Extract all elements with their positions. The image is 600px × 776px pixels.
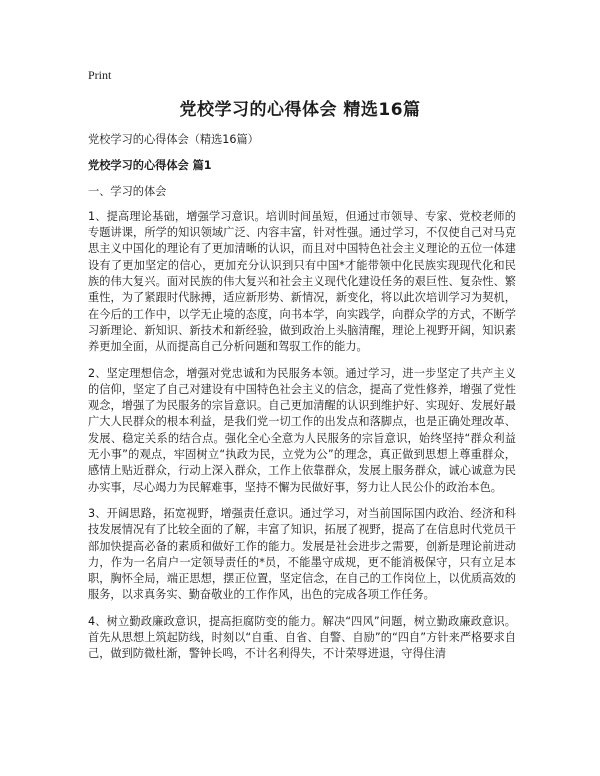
paragraph-2: 2、坚定理想信念，增强对党忠诚和为民服务本领。通过学习，进一步坚定了共产主义的信仰，坚定了自己对建设有中国特色社会主义的信念，提高了党性修养，增强了党性观念，增强了为民服务的宗旨意识。自己更加清醒的认识到维护好、实现好、发展好最广大人民群众的根本利益，是我们党一切工作的出发点和落脚点，也是正确处理改革、发展、稳定关系的结合点。强化全心全意为人民服务的宗旨意识，始终坚持“群众利益无小事”的观点，牢固树立“执政为民，立党为公”的理念，真正做到思想上尊重群众，感情上贴近群众，行动上深入群众，工作上依靠群众，发展上服务群众，诚心诚意为民办实事，尽心竭力为民解难事，坚持不懈为民做好事，努力让人民公仆的政治本色。: [88, 366, 516, 494]
paragraph-1: 1、提高理论基础，增强学习意识。培训时间虽短，但通过市领导、专家、党校老师的专题讲课，所学的知识领域广泛、内容丰富，针对性强。通过学习，不仅使自己对马克思主义中国化的理论有了更加清晰的认识，而且对中国特色社会主义理论的五位一体建设有了更加坚定的信心，更加充分认识到只有中国*才能带领中化民族实现现代化和民族的伟大复兴。面对民族的伟大复兴和社会主义现代化建设任务的艰巨性、复杂性、繁重性，为了紧跟时代脉搏，适应新形势、新情况，新变化，将以此次培训学习为契机，在今后的工作中，以学无止境的态度，向书本学，向实践学，向群众学的方式，不断学习新理论、新知识、新技术和新经验，做到政治上头脑清醒，理论上视野开阔，知识素养更加全面，从而提高自己分析问题和驾驭工作的能力。: [88, 209, 516, 354]
paragraph-3: 3、开阔思路，拓宽视野，增强责任意识。通过学习，对当前国际国内政治、经济和科技发展情况有了比较全面的了解，丰富了知识，拓展了视野，提高了在信息时代党员干部加快提高必备的素质和做好工作的能力。发展是社会进步之需要，创新是理论前进动力，作为一名肩户一定领导责任的*员，不能墨守成规，更不能消极保守，只有立足本职，胸怀全局，端正思想，摆正位置，坚定信念，在自己的工作岗位上，以优质高效的服务，以求真务实、勤奋敬业的工作作风，出色的完成各项工作任务。: [88, 506, 516, 602]
document-title: 党校学习的心得体会 精选16篇: [179, 100, 421, 120]
document-body: [88, 132, 516, 673]
paragraph-4: 4、树立勤政廉政意识，提高拒腐防变的能力。解决“四风”问题，树立勤政廉政意识。首先从思想上筑起防线，时刻以“自重、自省、自警、自励”的“四自”方针来严格要求自己，做到防微杜渐，警钟长鸣，不计名利得失，不计荣辱进退，守得住清: [88, 614, 516, 661]
document-subtitle: 党校学习的心得体会（精选16篇）: [88, 133, 259, 146]
section-heading: 党校学习的心得体会 篇1: [88, 159, 212, 173]
print-label: Print: [88, 68, 112, 82]
subsection-heading: 一、学习的体会: [88, 184, 167, 198]
